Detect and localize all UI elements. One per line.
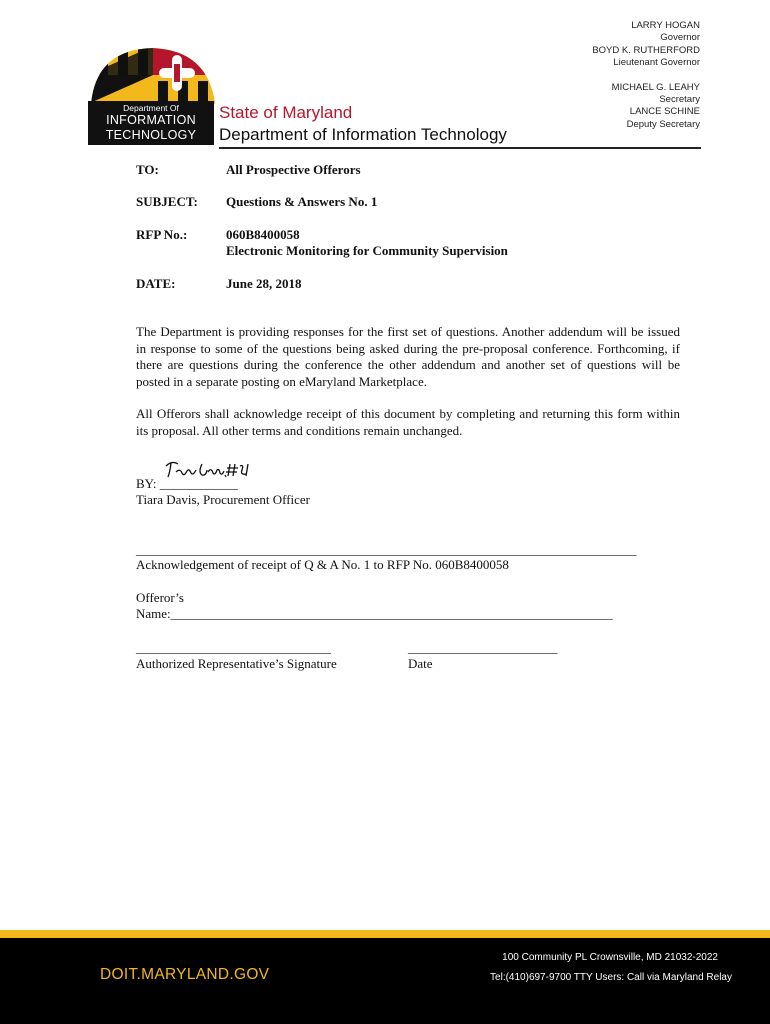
subject-label: SUBJECT: bbox=[136, 194, 198, 209]
footer-address: 100 Community PL Crownsville, MD 21032-2022 bbox=[502, 952, 718, 963]
body-paragraph-2: All Offerors shall acknowledge receipt of this document by completing and returning this form within its proposal. All other terms and conditions remain unchanged. bbox=[136, 406, 680, 438]
department-title: Department of Information Technology bbox=[219, 125, 507, 144]
lt-governor-title: Lieutenant Governor bbox=[613, 57, 700, 69]
date-value: June 28, 2018 bbox=[226, 276, 302, 291]
logo-line1: INFORMATION bbox=[106, 113, 196, 127]
deputy-name: LANCE SCHINE bbox=[629, 106, 700, 118]
logo-text-box bbox=[88, 101, 214, 145]
date-label: DATE: bbox=[136, 276, 176, 291]
deputy-title: Deputy Secretary bbox=[626, 118, 700, 130]
to-value: All Prospective Offerors bbox=[226, 162, 361, 177]
secretary-name: MICHAEL G. LEAHY bbox=[611, 81, 700, 93]
ack-text: Acknowledgement of receipt of Q & A No. 1 to RFP No. 060B8400058 bbox=[136, 557, 509, 572]
state-title: State of Maryland bbox=[219, 103, 353, 122]
offeror-name-field[interactable]: Name:____________________________________________________________________ bbox=[136, 606, 613, 621]
ack-line: _____________________________________________________________________________ bbox=[136, 542, 637, 557]
date-field[interactable]: _______________________ bbox=[408, 640, 558, 655]
officials-list bbox=[592, 20, 700, 131]
footer-website-link[interactable]: DOIT.MARYLAND.GOV bbox=[100, 966, 270, 983]
lt-governor-name: BOYD K. RUTHERFORD bbox=[592, 44, 700, 56]
date-field-label: Date bbox=[408, 656, 433, 671]
footer bbox=[0, 938, 770, 1024]
footer-accent-stripe bbox=[0, 930, 770, 938]
governor-name: LARRY HOGAN bbox=[631, 20, 700, 31]
signer-name: Tiara Davis, Procurement Officer bbox=[136, 492, 311, 507]
signature-field[interactable]: ______________________________ bbox=[136, 640, 331, 655]
to-label: TO: bbox=[136, 162, 159, 177]
rfp-title: Electronic Monitoring for Community Supervision bbox=[226, 243, 508, 258]
secretary-title: Secretary bbox=[659, 94, 700, 106]
body-paragraph-1: The Department is providing responses for the first set of questions. Another addendum will be issued in response to some of the questions being asked during the pre-proposal conference. Forthcoming, if there are questions during the conference the other addendum and another set of questions will be posted in a separate posting on eMaryland Marketplace. bbox=[136, 324, 680, 389]
rfp-value: 060B8400058 bbox=[226, 227, 300, 242]
subject-value: Questions & Answers No. 1 bbox=[226, 194, 378, 209]
signature-label: Authorized Representative’s Signature bbox=[136, 656, 337, 671]
rfp-label: RFP No.: bbox=[136, 227, 188, 242]
governor-title: Governor bbox=[660, 32, 700, 44]
logo-dept-of: Department Of bbox=[123, 103, 179, 113]
doit-logo bbox=[88, 46, 218, 146]
offeror-label: Offeror’s bbox=[136, 590, 184, 605]
by-line: BY: ____________ bbox=[136, 476, 238, 491]
header-rule bbox=[219, 147, 701, 149]
maryland-flag-icon bbox=[88, 46, 218, 104]
logo-line2: TECHNOLOGY bbox=[105, 128, 197, 142]
footer-phone: Tel:(410)697-9700 TTY Users: Call via Maryland Relay bbox=[490, 972, 732, 983]
